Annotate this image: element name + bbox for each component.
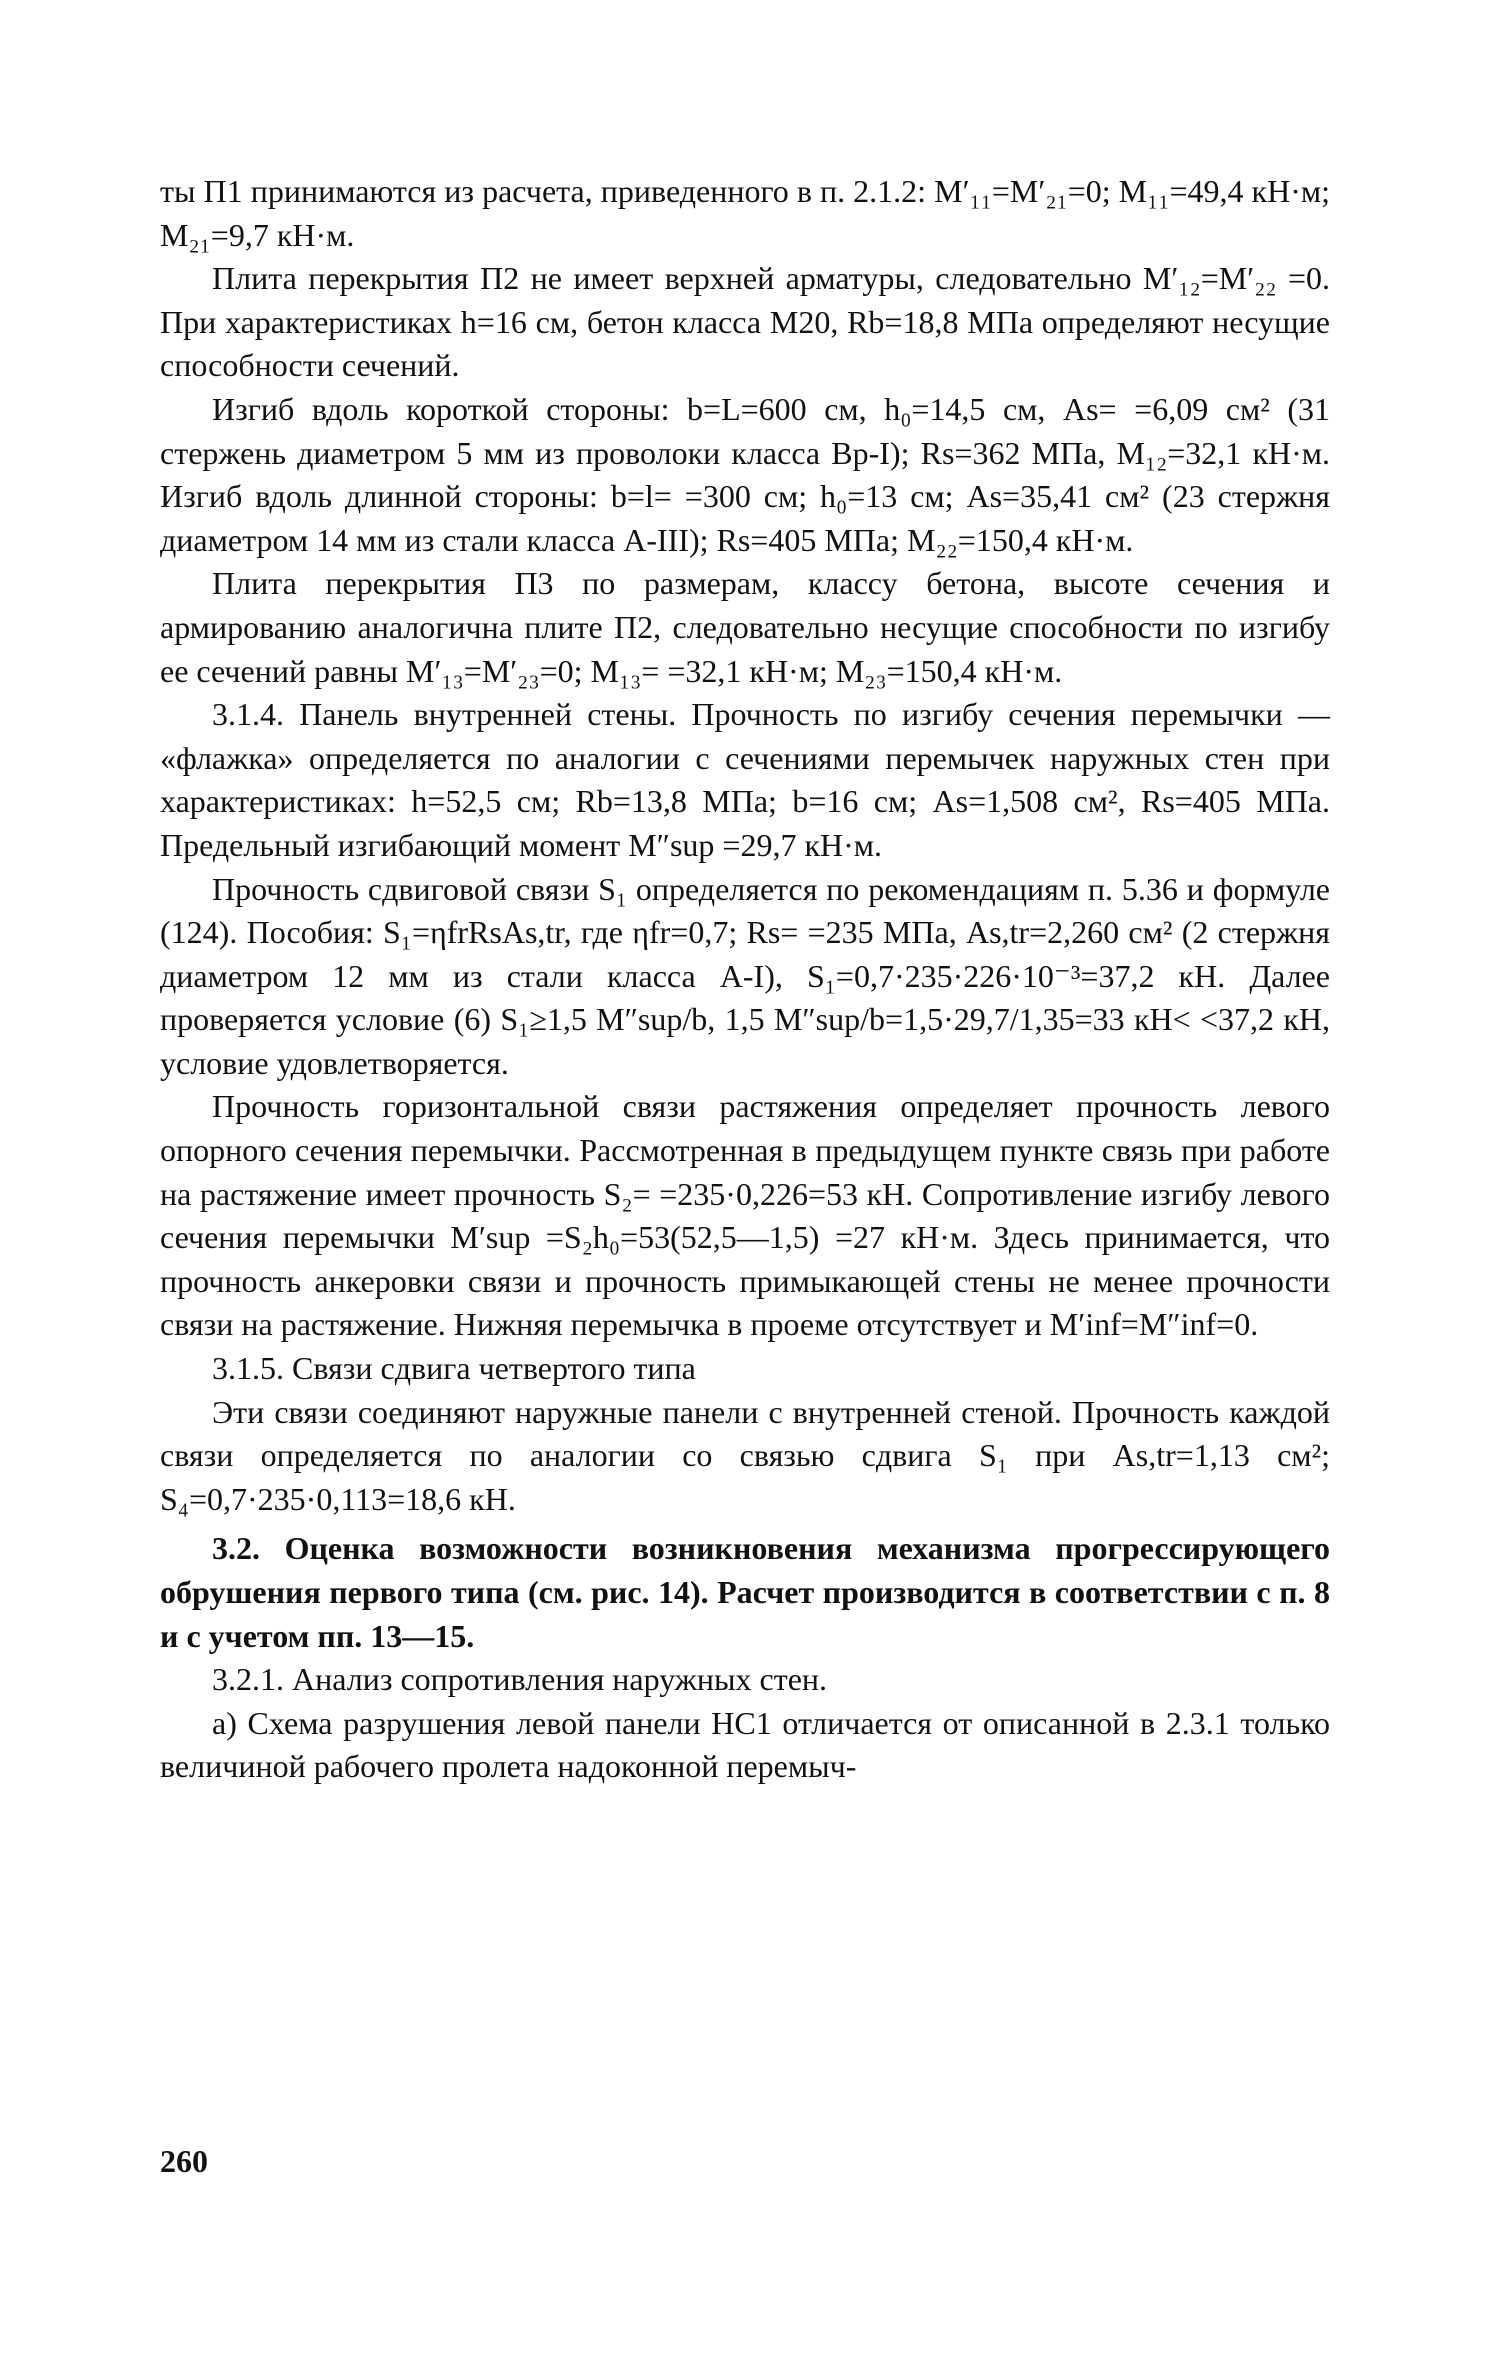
section-heading-bold: 3.2. Оценка возможности возникновения механизма прогрессирующего обрушения первого типа (см. рис. 14). Расчет производится в соответствии с п. 8 и с учетом пп. 13—15. [160,1530,1330,1654]
paragraph: Изгиб вдоль короткой стороны: b=L=600 см, h₀=14,5 см, As= =6,09 см² (31 стержень диаметром 5 мм из проволоки класса Вр-I); Rs=362 МПа, M₁₂=32,1 кН·м. Изгиб вдоль длинной стороны: b=l= =300 см; h₀=13 см; As=35,41 см² (23 стержня диаметром 14 мм из стали класса А-III); Rs=405 МПа; M₂₂=150,4 кН·м. [160,390,1330,558]
paragraph: 3.1.4. Панель внутренней стены. Прочность по изгибу сечения перемычки — «флажка» определяется по аналогии с сечениями перемычек наружных стен при характеристиках: h=52,5 см; Rb=13,8 МПа; b=16 см; As=1,508 см², Rs=405 МПа. Предельный изгибающий момент M″sup =29,7 кН·м. [160,696,1330,863]
section-heading: 3.2.1. Анализ сопротивления наружных стен. [212,1661,828,1698]
paragraph: Плита перекрытия П3 по размерам, классу бетона, высоте сечения и армированию аналогична плите П2, следовательно несущие способности по изгибу ее сечений равны M′₁₃=M′₂₃=0; M₁₃= =32,1 кН·м; M₂₃=150,4 кН·м. [160,565,1330,689]
page-number: 260 [160,2143,208,2179]
paragraph: Прочность горизонтальной связи растяжения определяет прочность левого опорного сечения перемычки. Рассмотренная в предыдущем пункте связь при работе на растяжение имеет прочность S₂= =235·0,226=53 кН. Сопротивление изгибу левого сечения перемычки M′sup =S₂h₀=53(52,5—1,5) =27 кН·м. Здесь принимается, что прочность анкеровки связи и прочность примыкающей стены не менее прочности связи на растяжение. Нижняя перемычка в проеме отсутствует и M′inf=M″inf=0. [160,1088,1330,1343]
paragraph: Плита перекрытия П2 не имеет верхней арматуры, следовательно M′₁₂=M′₂₂ =0. При характеристиках h=16 см, бетон класса М20, Rb=18,8 МПа определяют несущие способности сечений. [160,260,1330,384]
paragraph: ты П1 принимаются из расчета, приведенного в п. 2.1.2: M′₁₁=M′₂₁=0; M₁₁=49,4 кН·м; M₂₁=9,7 кН·м. [160,173,1330,253]
paragraph: Прочность сдвиговой связи S₁ определяется по рекомендациям п. 5.36 и формуле (124). Пособия: S₁=ηfrRsAs,tr, где ηfr=0,7; Rs= =235 МПа, As,tr=2,260 см² (2 стержня диаметром 12 мм из стали класса А-I), S₁=0,7·235·226·10⁻³=37,2 кН. Далее проверяется условие (6) S₁≥1,5 M″sup/b, 1,5 M″sup/b=1,5·29,7/1,35=33 кН< <37,2 кН, условие удовлетворяется. [160,870,1330,1081]
page-text-body [160,170,1330,1789]
paragraph: а) Схема разрушения левой панели НС1 отличается от описанной в 2.3.1 только величиной рабочего пролета надоконной перемыч- [160,1704,1330,1785]
paragraph: Эти связи соединяют наружные панели с внутренней стеной. Прочность каждой связи определяется по аналогии со связью сдвига S₁ при As,tr=1,13 см²; S₄=0,7·235·0,113=18,6 кН. [160,1393,1330,1517]
section-heading: 3.1.5. Связи сдвига четвертого типа [212,1350,696,1387]
